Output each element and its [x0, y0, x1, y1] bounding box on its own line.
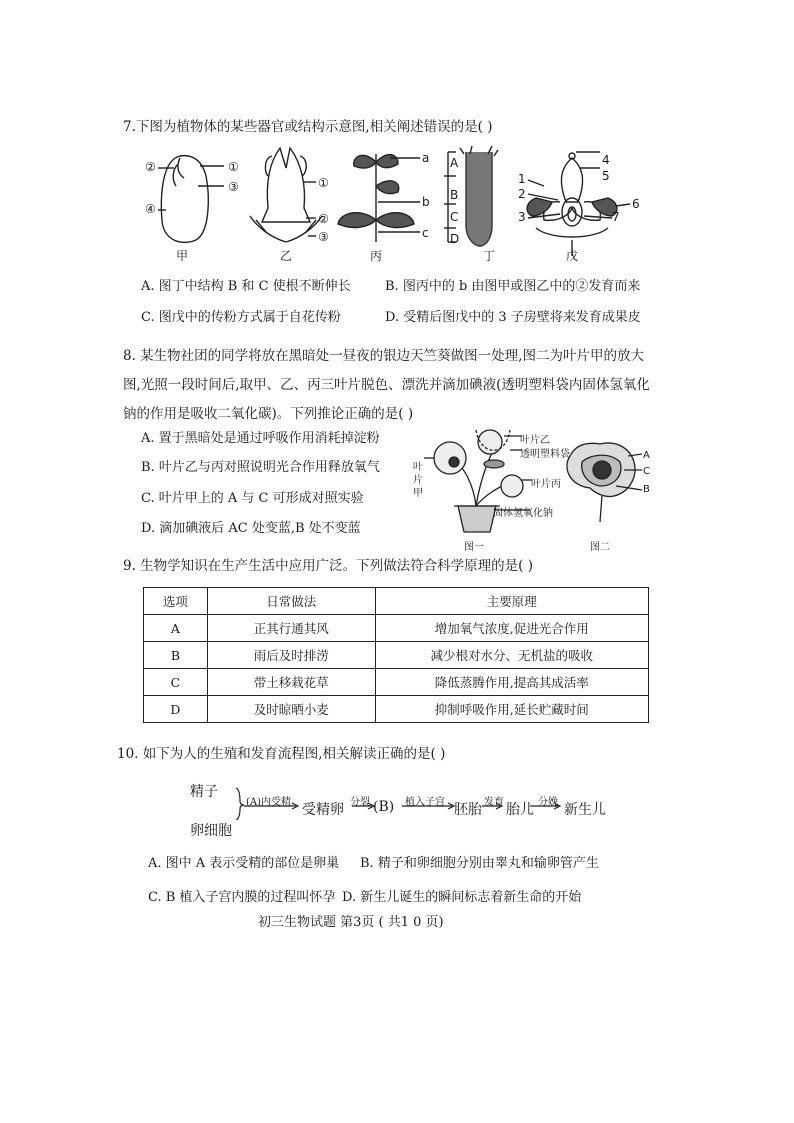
table-header: 日常做法: [207, 588, 375, 615]
q10-option-a: A. 图中 A 表示受精的部位是卵巢: [148, 856, 340, 871]
table-cell: D: [144, 696, 208, 723]
q7-stem: 7.下图为植物体的某些器官或结构示意图,相关阐述错误的是( ): [123, 119, 493, 135]
q10-stem: 10. 如下为人的生殖和发育流程图,相关解读正确的是( ): [117, 746, 446, 762]
label-leaf-jia-1: 叶: [413, 462, 423, 473]
table-cell: C: [144, 669, 208, 696]
label-1: ①: [228, 160, 239, 174]
label-d3: 3: [518, 210, 526, 224]
q7-option-c: C. 图戊中的传粉方式属于自花传粉: [141, 310, 341, 325]
fig-bing: 丙: [370, 249, 383, 263]
q8-stem: [123, 342, 653, 429]
table-cell: A: [144, 615, 208, 642]
table-row: [144, 642, 649, 669]
label-leaf-yi: 叶片乙: [520, 435, 550, 446]
label-a: a: [422, 151, 430, 165]
q10-option-d: D. 新生儿诞生的瞬间标志着新生命的开始: [342, 890, 582, 905]
flow-split: 分裂: [350, 797, 370, 808]
flow-fetus: 胎儿: [506, 802, 534, 818]
table-cell: 降低蒸腾作用,提高其成活率: [375, 669, 648, 696]
table-cell: 减少根对水分、无机盐的吸收: [375, 642, 648, 669]
label-B: B: [643, 484, 650, 495]
table-cell: 正其行通其风: [207, 615, 375, 642]
label-d7: 7: [612, 210, 620, 224]
table-cell: 雨后及时排涝: [207, 642, 375, 669]
flow-sperm: 精子: [190, 784, 218, 800]
fig-jia: 甲: [176, 249, 189, 263]
label-naoh: 固体氢氧化钠: [493, 508, 553, 519]
table-header-row: [144, 588, 649, 615]
fig-yi: 乙: [280, 249, 293, 263]
label-A: A: [450, 156, 459, 170]
table-row: [144, 615, 649, 642]
label-fig2: 图二: [590, 542, 610, 553]
q10-option-b: B. 精子和卵细胞分别由睾丸和输卵管产生: [360, 856, 599, 871]
label-bag: 透明塑料袋: [520, 449, 570, 460]
flow-b-node: (B): [373, 799, 395, 815]
page-footer: 初三生物试题 第3页 ( 共1 0 页): [258, 915, 444, 930]
label-A: A: [643, 450, 650, 461]
label-2: ②: [318, 212, 329, 226]
flow-zygote: 受精卵: [302, 802, 344, 818]
label-C: C: [450, 210, 459, 224]
label-b: b: [422, 195, 430, 209]
label-leaf-jia-3: 甲: [413, 488, 423, 499]
label-d5: 5: [602, 169, 610, 183]
q9-table: [143, 587, 649, 723]
label-3: ③: [318, 230, 329, 244]
label-d1: 1: [518, 172, 526, 186]
flow-embryo: 胚胎: [454, 802, 482, 818]
table-cell: 增加氧气浓度,促进光合作用: [375, 615, 648, 642]
table-cell: 带土移栽花草: [207, 669, 375, 696]
table-cell: B: [144, 642, 208, 669]
label-d6: 6: [632, 197, 640, 211]
label-c: c: [422, 226, 429, 240]
label-fig1: 图一: [464, 542, 484, 553]
label-1: ①: [318, 176, 329, 190]
flow-egg: 卵细胞: [190, 823, 232, 839]
q7-option-b: B. 图丙中的 b 由图甲或图乙中的②发育而来: [385, 279, 641, 294]
q7-option-a: A. 图丁中结构 B 和 C 使根不断伸长: [141, 279, 351, 294]
label-B: B: [450, 188, 459, 202]
table-cell: 抑制呼吸作用,延长贮藏时间: [375, 696, 648, 723]
q8-option-c: C. 叶片甲上的 A 与 C 可形成对照实验: [141, 491, 364, 506]
q9-stem: 9. 生物学知识在生产生活中应用广泛。下列做法符合科学原理的是( ): [123, 558, 533, 574]
label-D: D: [450, 232, 460, 246]
label-4: ④: [145, 202, 156, 216]
fig-ding: 丁: [483, 249, 496, 263]
label-leaf-bing: 叶片丙: [531, 479, 561, 490]
label-C: C: [643, 466, 650, 477]
table-header: 选项: [144, 588, 208, 615]
q8-stem-text: 8. 某生物社团的同学将放在黑暗处一昼夜的银边天竺葵做图一处理,图二为叶片甲的放大图,光照一段时间后,取甲、乙、丙三叶片脱色、漂洗并滴加碘液(透明塑料袋内固体氢氧化钠的作用是吸收二氧化碳)。下列推论正确的是( ): [123, 348, 650, 422]
fig-wu: 戊: [566, 249, 579, 263]
label-3: ③: [228, 180, 239, 194]
q7-figure: [140, 146, 660, 264]
label-d4: 4: [602, 153, 610, 167]
label-d2: 2: [518, 187, 526, 201]
flow-a-label: (A)内受精: [246, 797, 292, 808]
q8-option-d: D. 滴加碘液后 AC 处变蓝,B 处不变蓝: [141, 521, 361, 536]
flow-develop: 发育: [484, 797, 504, 808]
table-header: 主要原理: [375, 588, 648, 615]
q8-option-b: B. 叶片乙与丙对照说明光合作用释放氧气: [141, 460, 380, 475]
table-row: [144, 696, 649, 723]
flow-birth: 分娩: [538, 797, 558, 808]
label-leaf-jia-2: 片: [413, 475, 423, 486]
q10-option-c: C. B 植入子宫内膜的过程叫怀孕: [148, 890, 336, 905]
q7-option-d: D. 受精后图戊中的 3 子房壁将来发育成果皮: [385, 310, 641, 325]
label-2: ②: [145, 160, 156, 174]
q8-option-a: A. 置于黑暗处是通过呼吸作用消耗掉淀粉: [141, 431, 380, 446]
flow-implant: 植入子宫: [405, 797, 445, 808]
table-row: [144, 669, 649, 696]
flow-newborn: 新生儿: [564, 802, 606, 818]
table-cell: 及时晾晒小麦: [207, 696, 375, 723]
